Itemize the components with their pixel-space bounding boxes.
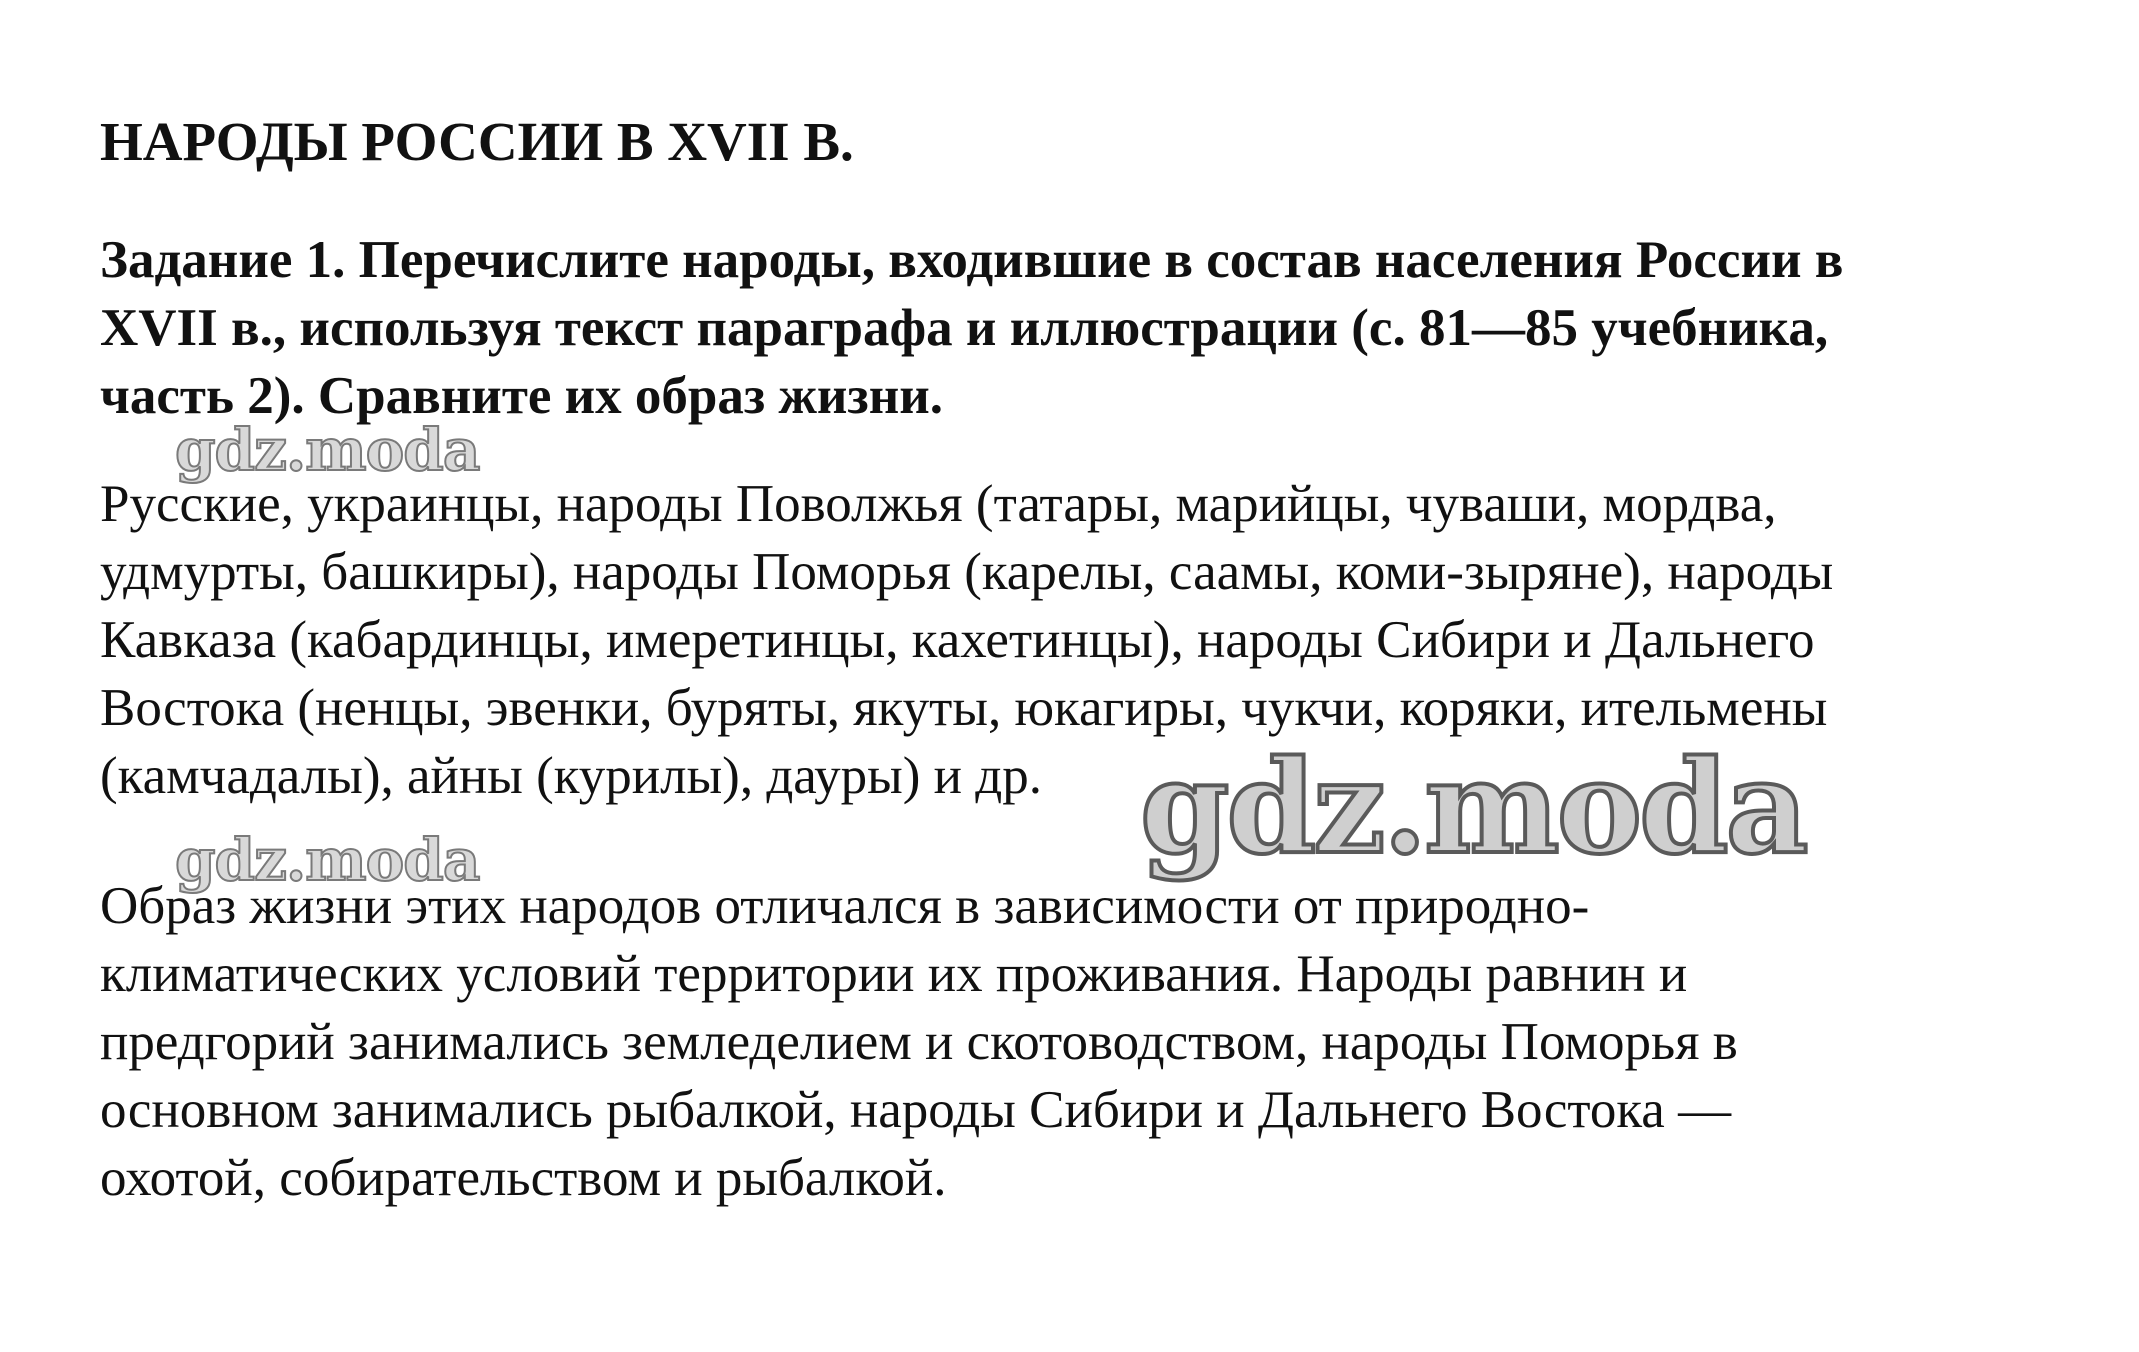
answer-paragraph-lifestyle [100, 872, 2100, 1212]
watermark-logo-large: gdz.moda [1140, 733, 1806, 883]
page-title: НАРОДЫ РОССИИ В XVII В. [100, 111, 854, 172]
answer-line: удмурты, башкиры), народы Поморья (карелы, саамы, коми-зыряне), народы [100, 543, 1834, 601]
answer-line: охотой, собирательством и рыбалкой. [100, 1149, 947, 1207]
task-line: часть 2). Сравните их образ жизни. [100, 367, 944, 425]
task-statement [100, 226, 2100, 430]
answer-line: (камчадалы), айны (курилы), дауры) и др. [100, 747, 1042, 805]
answer-line: Кавказа (кабардинцы, имеретинцы, кахетинцы), народы Сибири и Дальнего [100, 611, 1815, 669]
watermark-logo-small-top: gdz.moda [175, 416, 480, 484]
answer-line: Образ жизни этих народов отличался в зависимости от природно- [100, 877, 1590, 935]
answer-line: Востока (ненцы, эвенки, буряты, якуты, юкагиры, чукчи, коряки, ительмены [100, 679, 1828, 737]
task-line: Задание 1. Перечислите народы, входившие в состав населения России в [100, 231, 1844, 289]
task-line: XVII в., используя текст параграфа и иллюстрации (с. 81—85 учебника, [100, 299, 1829, 357]
answer-line: предгорий занимались земледелием и скотоводством, народы Поморья в [100, 1013, 1738, 1071]
answer-line: климатических условий территории их проживания. Народы равнин и [100, 945, 1688, 1003]
watermark-logo-small-bottom: gdz.moda [175, 826, 480, 894]
answer-paragraph-peoples [100, 470, 2100, 810]
answer-line: основном занимались рыбалкой, народы Сибири и Дальнего Востока — [100, 1081, 1732, 1139]
answer-line: Русские, украинцы, народы Поволжья (татары, марийцы, чуваши, мордва, [100, 475, 1777, 533]
